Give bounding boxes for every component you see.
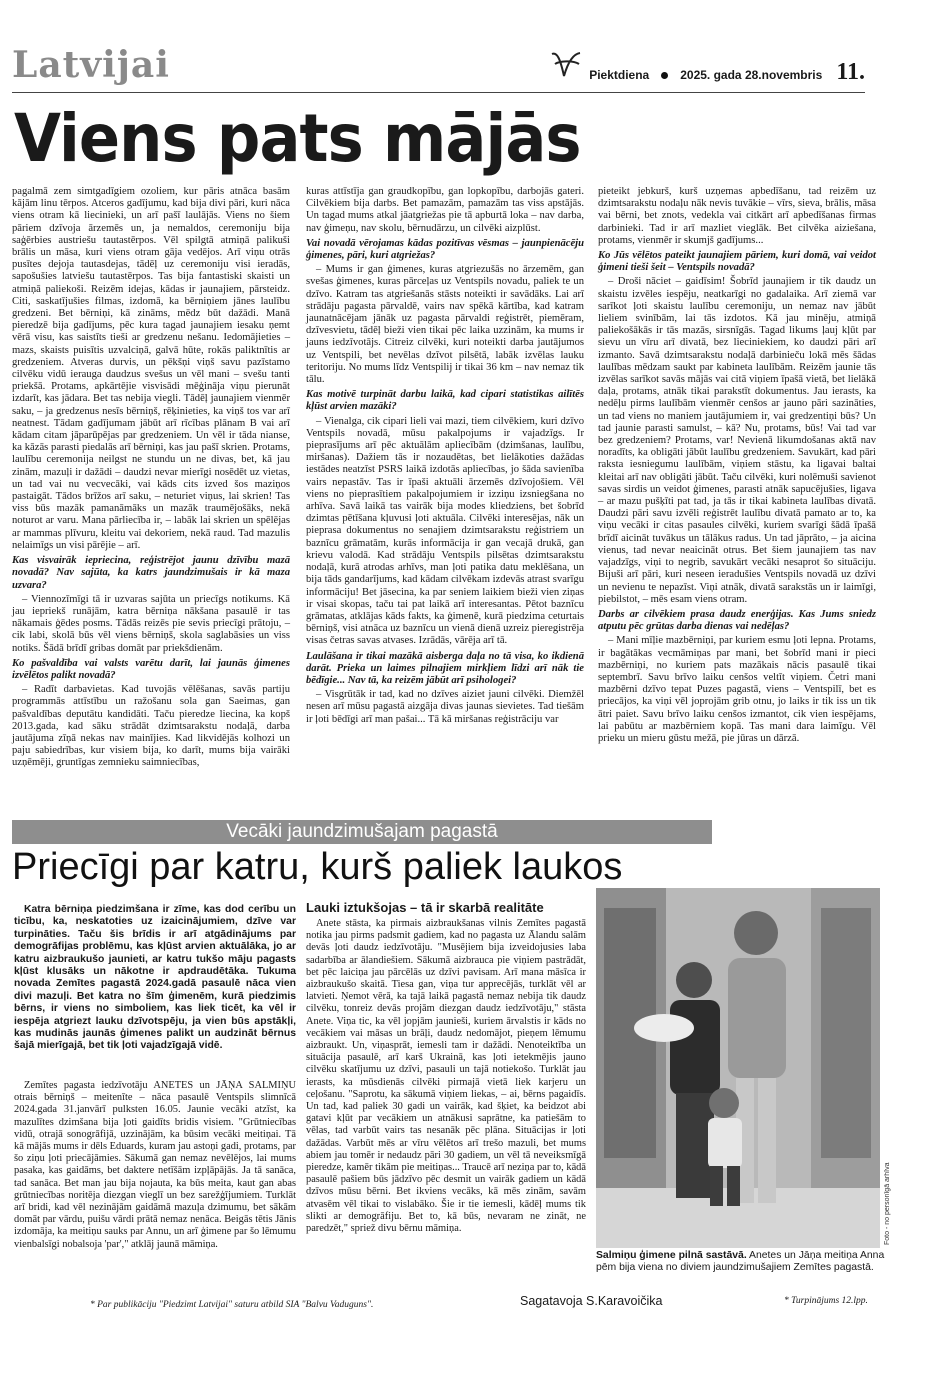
lead-paragraph: Katra bērniņa piedzimšana ir zīme, kas dod cerību un ticību, ka, neskatoties uz izaicinājumiem, dzīve var turpināties. Taču šis brīdis ir arī atgādinājums par demogrāfijas problēmu, kas kļūst arvien aktuālāka, jo ar katru aizbraukušo jaunieti, ar katru tukšo māju pagasts kļūst klusāks un nākotne ir apdraudētāka. Tukuma novada Zemītes pagastā 2024.gadā pasaulē nāca vien divi mazuļi. Bet katra no šīm ģimenēm, kurā piedzimis bērns, ir viens no simboliem, kas liek ticēt, ka vēl ir iespēja atgriezt lauku dzīvotspēju, ja vien būs apstākļi, kas mudinās jaunās ģimenes palikt un audzināt bērnus šajā mierīgajā, bet tik ļoti vajadzīgajā vidē. — [14, 904, 296, 1052]
paragraph: – Radīt darbavietas. Kad tuvojās vēlēšanas, savās partiju programmās attīstību un ražošanu sola gan Saeimas, gan pašvaldības deputātu kandidāti. Taču pieredze liecina, ka kopš 2013.gada, kad sāku strādāt dzimtsarakstu nodaļā, darba jautājuma zīņā nekas nav mainījies. Kad likvidējās kolhozi un paju sabiedrības, kur visiem bija, ko darīt, mums bija vairāki uzņēmēji, gruntīgas zemnieku saimniecības, — [12, 684, 290, 769]
author-signature: Sagatavoja S.Karavoičika — [520, 1294, 663, 1308]
family-photo-illustration — [596, 888, 880, 1248]
continued-note: * Turpinājums 12.lpp. — [784, 1296, 868, 1306]
interview-question: Darbs ar cilvēkiem prasa daudz enerģijas. Kas Jums sniedz atputu pēc grūtas darba dienas vai nedēļas? — [598, 608, 876, 633]
interview-question: Vai novadā vērojamas kādas pozitīvas vēsmas – jaunpienācēju ģimenes, pāri, kuri atgriežas? — [306, 237, 584, 262]
paragraph: Anete stāsta, ka pirmais aizbraukšanas vilnis Zemītes pagastā notika jau pirms padsmit gadiem, kad no pagasta uz Ālandu salām devās ļoti daudz iedzīvotāju. "Musējiem bija izveidojusies laba sadarbība ar ālandiešiem. Sākumā aizbrauca pie viņiem pastrādāt, bet pēc laiciņa jau pārcēlās uz dzīvi pavisam. Arī mana māsīca ir aizbraukušo skaitā. Tiesa gan, viņa tur apprecējās, turklāt vēl ar latvieti. Ņemot vērā, ka tajā laikā pagastā nemaz nebija tik daudz cilvēku, tonreiz devās projām diezgan daudz iedzīvotāju," stāsta Anete. Viņa tic, ka vēl jopjām jaunieši, kuriem ārvalstis ir kāds no vecākiem vai māsas un brāļi, daudz nedomājot, pieņem lēmumu aizbraukt. Un, viņasprāt, iemesli tam ir dažādi. Nenoteiktība un situācija pasaulē, arī karš Ukrainā, kas ļoti ietekmējis jauno cilvēku skatījumu uz dzīvi, pasauli un tajā notiekošo. Turklāt jau ierasts, ka mūsdienās cilvēki pirmajā vietā liek karjeru un ceļošanu. "Saprotu, ka sākumā viņiem liekas, – ai, bērns pagaidīs. Un tad, kad paliek 30 gadi un vairāk, kad šķiet, ka beidzot abi gatavi kļūt par vecākiem un atnākusi saprātne, ka patiešām to vēlas, tad varbūt vairs tas nesanāk pēc plāna. Situācijas ir ļoti dažādas. Varbūt mēs ar vīru vēlētos arī trešo mazuli, bet mums abiem jau tomēr ir nedaudz pāri 30 gadiem, un vēl tā neveiksmīgā pieredze, kamēr tikām pie meitiņas... Traucē arī neziņa par to, kādā pasaulē pašiem būs jādzīvo pēc desmit un vairāk gadiem un kādā dzīvos mūsu bērni. Bet ikviens vecāks, kā mēs zinām, savām atvasēm vēl tikai to vislabāko. Šie ir tie iemesli, kādēļ mums tik slikti ar demogrāfiju. Bet to, kā būs, nevaram ne zināt, ne paredzēt," spriež divu bērnu māmiņa. — [306, 918, 586, 1235]
separator-dot-icon — [661, 72, 668, 79]
article2-subheading: Lauki iztukšojas – tā ir skarbā realitāte — [306, 900, 544, 915]
paragraph: – Mani mīļie mazbērniņi, par kuriem esmu ļoti lepna. Protams, ir bagātākas vecmāmiņas par mani, bet šobrīd mani ir pieci mazbērniņi, no kuriem pats mazākais nācis pasaulē tikai septembrī. Savu brīvo laiku cenšos veltīt viņiem. Četri mani mazbērni dzīvo tepat Puzes pagastā, viens – Ventspilī, bet es priecājos, ka viņi vēl joprojām grib otnu, jo laiks ir tik iss un tik ātri paiet. Savu brīvo laiku cenšos izmantot, cik vien iespējams, lai pabūtu ar mazbērniem kopā. Tas mani dara laimīgu. Vēl prieku un mieru gūstu mežā, pie jūras un dārzā. — [598, 635, 876, 744]
interview-question: Ko Jūs vēlētos pateikt jaunajiem pāriem, kuri domā, vai veidot ģimeni tieši šeit – Ventspils novadā? — [598, 250, 876, 274]
caption-text: Anetes un Jāņa meitiņa Anna pēm bija viena no diviem jaundzimušajiem Zemītes pagastā. — [596, 1250, 885, 1274]
paragraph: – Mums ir gan ģimenes, kuras atgriezušās no ārzemēm, gan svešas ģimenes, kuras pārceļas uz Ventspils novadu, paliek te un dzīvo. Katram tas atgriešanās stāsts noteikti ir savādāks. Lai arī strādāju pagasta pārvaldē, vairs nav spēkā kārtība, kad katram jaunatnācējam jānāk uz pagasta pārvaldi reģistrēt, piemēram, dzīvesvietu, tādēļ bieži vien tikai pēc laika uzzinām, ka mums ir jauns iedzīvotājs. Citreiz cilvēki, kuri noteikti darba jautājumos uz Ventspili, bet nevēlas dzīvot pilsētā, labāk izvēlas lauku teritoriju. No mums līdz Ventspilij ir tikai 36 km – nav nemaz tik tālu. — [306, 264, 584, 386]
interview-question: Ko pašvaldība vai valsts varētu darīt, lai jaunās ģimenes izvēlētos palikt novadā? — [12, 657, 290, 681]
page-number: 11. — [836, 59, 865, 85]
interview-question: Laulāšana ir tikai mazākā aisberga daļa no tā visa, ko ikdienā darāt. Prieka un laimes pilnajiem mirkļiem līdzi arī nāk tie bēdīgie... Nav tā, ka reizēm jābūt arī psihologei? — [306, 650, 584, 686]
section-title: Latvijai — [12, 44, 170, 86]
caption-bold: Salmiņu ģimene pilnā sastāvā. — [596, 1250, 747, 1261]
header-divider — [12, 92, 865, 93]
page-header-meta — [549, 48, 865, 85]
article2-column-2 — [306, 918, 586, 1237]
article2-headline: Priecīgi par katru, kurš paliek laukos — [12, 846, 623, 888]
photo-caption — [596, 1250, 886, 1274]
interview-question: Kas visvairāk iepriecina, reģistrējot jaunu dzīvību mazā novadā? Nav sajūta, ka katrs jaundzimušais ir kā maza uzvara? — [12, 555, 290, 591]
article2-column-1 — [14, 1080, 296, 1253]
photo-credit: Foto - no personīgā arhīva — [884, 1162, 891, 1245]
paragraph: – Visgrūtāk ir tad, kad no dzīves aiziet jauni cilvēki. Diemžēl nesen arī mūsu pagastā aizgāja divas jaunas sievietes. Tad tiešām ir ļoti bēdīgi arī man pašai... Tā kā miršanas reģistrāciju var — [306, 689, 584, 725]
newspaper-logo-icon — [549, 48, 583, 82]
article-column-1 — [12, 186, 290, 772]
publication-footnote: * Par publikāciju "Piedzimt Latvijai" saturu atbild SIA "Balvu Vaduguns". — [90, 1300, 374, 1310]
article-column-3 — [598, 186, 876, 747]
article-headline: Viens pats mājās — [14, 100, 581, 177]
rubric-banner: Vecāki jaundzimušajam pagastā — [12, 820, 712, 844]
paragraph: – Droši nāciet – gaidīsim! Šobrīd jaunajiem ir tik daudz un skaistu izvēles iespēju, neatkarīgi no gadalaika. Arī ziemā var sarīkot ļoti skaistu laulību ceremoniju, un nemaz nav jābūt lieliem svinībām, lai tās izdotos. Kā jau minēju, atmiņā paliekošākās ir tās mazās, sirsnīgās. Tagad likums ļauj kļūt par sievu un vīru arī divatā, bez lieciniekiem, ko daudzi pāri arī izmanto. Savā dzimtsarakstu nodaļā darbinieču lokā mēs šādas laulības mēdzam saukt par kabineta laulībām. Reizēm jaunie tās izvēlas sarīkot savās mājās vai citā viņiem īpašā vietā, bet lielākā daļa, protams, atnāk tikai parakstīt dokumentus. Jau ierasts, ka nedēļu pirms laulībām vienmēr cenšos ar jauno pāri sazināties, un tad viens no maniem jautājumiem ir, vai gredzentiņi būs? Un tad jaunie parasti samulst, – kā? Nu, protams, būs! Vai tad var bez gredzeniem? Protams, var! Nevienā likumdošanas aktā nav noradīts, ka obligāti jābūt laulību gredzeniem. Savukārt, kad pāri raksta iesniegumu laulībām, viņiem stāstu, ka ligavai baltai kleitai arī nav obligāti jābūt. Taču cilvēki, kuri nolēmuši savienot savas sirdis un veidot ģimenes, parasti atnāk sapucējušies, ligava – ar mazu pušķīti pat tad, ja tās ir tikai kabineta laulības divatā. Daudzi pāri savu izvēli reģistrēt laulību divatā pamato ar to, ka viņu vecāki ir citas pasaules cilvēki, kuriem svarīgi šādā īpašā brīdī aicināt tuvākus un tālākus radus. Un tad jāprāto, – ja aicina vienus, tad nevar neaicināt otrus. Bet šiem jaunajiem tas nav vajadzīgs, viņi to negrib, savukārt vecāki nesaprot šo situāciju. Bijuši arī pāri, kuri neseen ieradušies Ventspils novadā uz dzīvi un nevienu te nepazīst. Viņi atnāk, divatā sarakstās un ir laimīgi, piebilstot, – mēs esam viens otram. — [598, 276, 876, 605]
issue-date: 2025. gada 28.novembris — [680, 68, 823, 82]
issue-day: Piektdiena — [589, 68, 650, 82]
paragraph: kuras attīstīja gan graudkopību, gan lopkopību, darbojās gateri. Cilvēkiem bija darbs. Bet pamazām, pamazām tas viss apstājās. Un tagad mums atkal jāatgriežas pie tā apburtā loka – nav darba, nav ģimeņu, nav skolu, bērnudārzu, un cilvēki aizplūst. — [306, 186, 584, 234]
interview-question: Kas motivē turpināt darbu laikā, kad cipari statistikas ailītēs kļūst arvien mazāki? — [306, 389, 584, 413]
family-photo — [596, 888, 880, 1248]
article-column-2 — [306, 186, 584, 728]
paragraph: pieteikt jebkurš, kurš uzņemas apbedīšanu, tad reizēm uz dzimtsarakstu nodaļu nāk nevis tuvākie – vīrs, sieva, brālis, māsa vai bērni, bet znots, vedekla vai citkārt arī apbedīšanas firmas darbinieki. Tad ir arī mazliet vieglāk. Bet cilvēka aiziešana, protams, vienmēr ir skumjš gadījums... — [598, 186, 876, 246]
paragraph: – Viennozīmīgi tā ir uzvaras sajūta un priecīgs notikums. Kā jau iepriekš runājām, katra bērniņa nākšana pasaulē ir tas nākamais ģēdes posms. Tādās reizēs pie sevis priecīgi prātoju, – cik labi, skolā būs vēl viens bērniņš, skola saglabāsies un viss notiks. Šādā brīdī gribas domāt par priekšdienām. — [12, 593, 290, 654]
paragraph: – Vienalga, cik cipari lieli vai mazi, tiem cilvēkiem, kuri dzīvo Ventspils novadā, mūsu pakalpojums ir vajadzīgs. Ir pieprasījums arī pēc aktuālām apliecībām (dzimšanas, laulību, miršanas). Dažiem tās ir nozaudētas, bet lielākoties dažādas iestādes neatzīst PSRS laikā izdotās apliecības, jo šāda savienība vairs nepastāv. Tas ir īpaši aktuāli ārzemēs dzīvojošiem. Vēl viens no pieprasītiem pakalpojumiem ir izziņu izsniegšana no arhīva. Savā laikā tas vairāk bija modes kliedziens, bet šobrīd dzimtas pētīšana kļuvusi ļoti aktuāla. Cilvēki interesējas, nāk un pieprasa dokumentus no senajiem dzimtsarakstu reģistriem un baznīcu grāmatām, kurās informācija ir gan vecajā drukā, gan krievu valodā. Kad strādāju Ventspils pilsētas dzimtsarakstu nodaļā, kurā atrodas arhīvs, man ļoti patika datu meklēšana, un bija tāds gandarījums, kad kādam cilvēkam izdevās atrast svarīgu informāciju! Bet jāsecina, ka par seniem laikiem bieži vien ziņas ir visai skopas, taču tai pat laikā arī interesantas. Pētot baznīcu grāmatas, atklājas kāds fakts, ka ģimenē, kurā piedzima ceturtais bērniņš, visi atnāca uz baznīcu un vienā dienā uzreiz pieregistrēja visas četras savas atvases. Izrādās, vārēja arī tā. — [306, 415, 584, 647]
paragraph: Zemītes pagasta iedzīvotāju ANETES un JĀŅA SALMIŅU otrais bērniņš – meitenīte – nāca pasaulē Ventspils slimnīcā 2024.gada 31.janvārī pulksten 16.05. Jaunie vecāki atzīst, ka mazulītes dzimšana bija ļoti gaidīts bridis visiem. "Grūtniecības vidū, otrajā sonogrāfijā, uzzinājām, ka būsim vecāki meitiņai. Tā kā mājās mums ir dēls Eduards, kuram jau astoņi gadi, protams, par šo ziņu ļoti priecājāmies. Sākumā gan nemaz nevēlējos, lai mums pasaka, kas gaidāms, bet daktere netīšām izpļāpājās. Ja tā sanāca, tad sanāca. Bet man jau bija nojauta, ka būs meita, kaut gan abas grūtniecības noritēja diezgan vieglī un bez sarežģījumiem. Turklāt arī bridi, kad vēl nezinājām gaidāmā mazuļa dzimumu, bet sākām domāt par vārdu, puišu vārdi prātā nemaz nenāca. Beigās tētis Jānis izdomāja, ka meitiņu sauks par Annu, un arī ģimene par šo lēmumu vienbalsīgi nobalsoja 'par'," atklāj jaunā māmiņa. — [14, 1080, 296, 1250]
article2-lead — [14, 904, 296, 1053]
paragraph: pagalmā zem simtgadīgiem ozoliem, kur pāris atnāca basām kājām linu tērpos. Atceros gadījumu, kad bija divi pāri, kuri nāca viens otram kā liecinieki, un arī pašī laulājās. Viens no šiem pāriem dzīvoja ārzemēs un, ja nemaldos, ceremoniju bija saģērbies austriešu tautastērpos. Vēl spilgtā atmiņā palikuši brālis un māsa, kuri viens otram gāja vedējos. Arī viņu otrās pusītes dejoja tautasdejas, tādēļ uz ceremoniju visi ieradās, sapošušies latviešu tautastērpos. Tas bija fantastiski skaisti un atmiņā paliekoši. Reizēm idejas, kādas ir jaunajiem, pārsteidz. Citi, saskatījušies filmas, izdomā, ka bērniņiem jānes laulību gredzeni. Bet bērniņi, kā zināms, mēdz būt dažādi. Manā pieredzē bija gadījums, pēc kura tagad jaunajiem iesaku ņemt vērā visu, kas saistīts tieši ar gredzenu nešanu. Iedomājieties – mazs, skaists puisītis uzvalciņā, galvā hūte, rokās paliktnītis ar gredzeniem. Atveras durvis, un pēkšņi viņš savu pazīstamo cilvēku vidū ierauga daudzus svešus un vēl mani – svešu tanti priekšā. Protams, apkārtējie visvisādi mēģināja viņu pierunāt izdarīt, kas jādara. Bet tas nebija viegli. Tādēļ jaunajiem vienmēr saku, – ja gredzenus nesīs bērniņš, rēķinieties, ka viņš tos var arī neatnest. Tādam gadījumam jābūt arī rīcības plānam B vai arī kādam citam jāparūpējas par gredzeniem. Un vēl ir tāda nianse, ka kāzās parasti piedalās arī bērniņi, kas jau pašī skrien. Protams, laulību ceremonija neilgst ne stundu un ne divas, bet, kā jau zinām, mazuļi ir dažādi – daudzi nevar mierīgi nosēdēt uz vietas, un tad vai nu vecvecāki, vai kāds cits izved šos maziņos pastaigāt. Tādos brīžos arī saku, – neturiet viņus, lai skrien! Tas viss būs mazāk pamanāmāks un mazāk traumējošāks, nekā noturot ar varu. Mana pārliecība ir, – labāk lai skrien un spēlējas ar mammas plīvuru, kleitu vai dekoriem, nekā raud. Tad mazulis nelaimīgs un visi pārējie – arī. — [12, 186, 290, 551]
